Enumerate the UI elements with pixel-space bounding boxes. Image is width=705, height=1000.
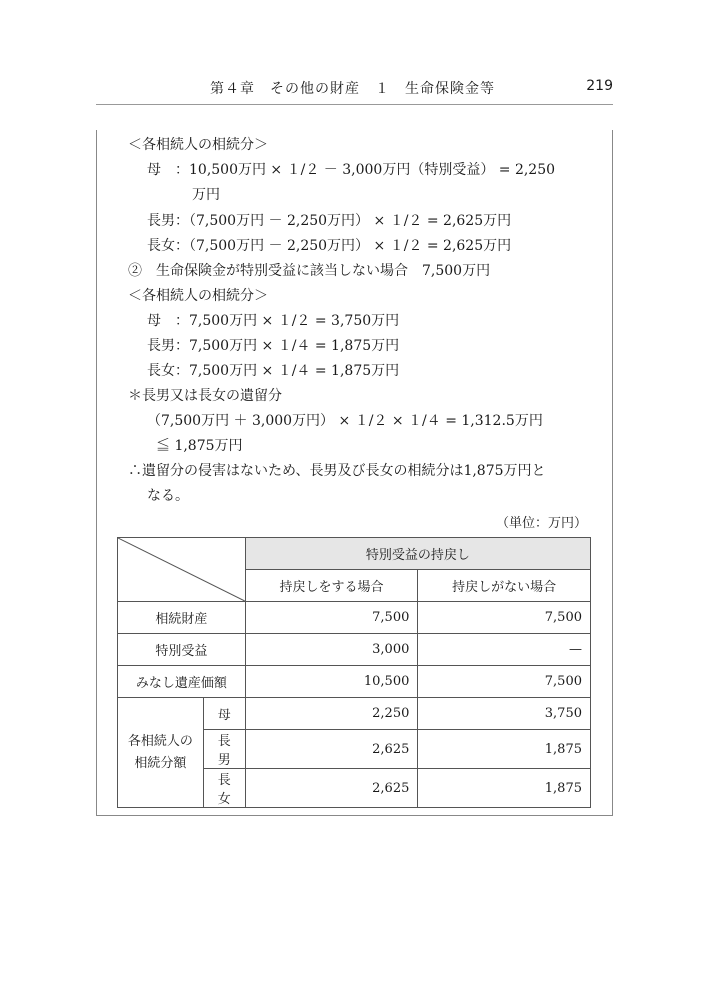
table-row [118,634,591,666]
calc-line: 母 ：10,500万円 × １/２ － 3,000万円（特別受益） = 2,250 [147,162,556,178]
running-header-title: 第４章 その他の財産 １ 生命保険金等 [210,81,495,97]
row-label: 特別受益 [118,634,246,666]
case-heading: ② 生命保険金が特別受益に該当しない場合 7,500万円 [128,263,491,279]
header-rule [96,104,613,105]
calc-line: 母 ：7,500万円 × １/２ = 3,750万円 [147,313,400,329]
note-heading: ＊長男又は長女の遺留分 [128,388,282,404]
cell-value: 3,750 [418,698,591,730]
calc-line-continuation: ≦ 1,875万円 [156,438,243,454]
inheritance-summary-table [117,537,591,808]
col-header-without-return: 持戻しがない場合 [418,570,591,602]
col-header-with-return: 持戻しをする場合 [245,570,418,602]
heirs-group-label-line-1: 各相続人の [127,733,193,749]
calc-line-continuation: 万円 [192,187,220,203]
row-label: 相続財産 [118,602,246,634]
cell-value: 1,875 [418,769,591,808]
row-label: みなし遺産価額 [118,666,246,698]
table-row [118,666,591,698]
page-number: 219 [586,78,613,94]
calc-line: 長男：（7,500万円 － 2,250万円） × １/２ = 2,625万円 [147,213,512,229]
cell-value: 2,625 [245,769,418,808]
calc-line: 長男：7,500万円 × １/４ = 1,875万円 [147,338,400,354]
calc-line: 長女：7,500万円 × １/４ = 1,875万円 [147,363,400,379]
table-header-row [118,538,591,570]
cell-value: 2,250 [245,698,418,730]
calc-line: （7,500万円 ＋ 3,000万円） × １/２ × １/４ = 1,312.5万円 [147,413,543,429]
cell-value: 7,500 [245,602,418,634]
heir-label: 長女 [203,769,245,808]
cell-value: — [418,634,591,666]
cell-value: 10,500 [245,666,418,698]
section-heading: ＜各相続人の相続分＞ [128,137,268,153]
diagonal-corner-cell [118,538,246,602]
heir-label: 母 [203,698,245,730]
cell-value: 3,000 [245,634,418,666]
conclusion-line-continuation: なる。 [147,488,189,504]
unit-label: （単位：万円） [495,516,587,531]
diagonal-line [118,538,245,601]
table-row [118,698,591,730]
conclusion-line: ∴遺留分の侵害はないため、長男及び長女の相続分は1,875万円と [128,463,546,479]
section-heading: ＜各相続人の相続分＞ [128,288,268,304]
calc-line: 長女：（7,500万円 － 2,250万円） × １/２ = 2,625万円 [147,238,512,254]
cell-value: 1,875 [418,730,591,769]
group-header-cell: 特別受益の持戻し [245,538,590,570]
heirs-group-label [118,698,204,808]
heir-label: 長男 [203,730,245,769]
cell-value: 2,625 [245,730,418,769]
cell-value: 7,500 [418,666,591,698]
table-row [118,602,591,634]
cell-value: 7,500 [418,602,591,634]
heirs-group-label-line-2: 相続分額 [134,755,187,771]
